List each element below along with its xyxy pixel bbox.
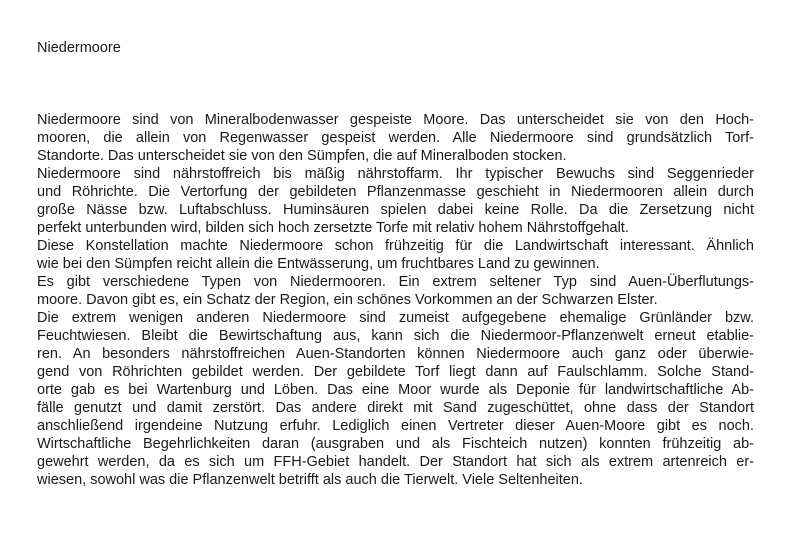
text-line: wie bei den Sümpfen reicht allein die Entwässerung, um fruchtbares Land zu gewinnen.: [37, 256, 600, 272]
text-line: anschließend irgendeine Nutzung erfuhr. Lediglich einen Vertreter dieser Auen-Moore gibt es noch.: [37, 418, 754, 434]
text-line: perfekt unterbunden wird, bilden sich hoch zersetzte Torfe mit relativ hohem Nährstoffgehalt.: [37, 220, 629, 236]
text-line: Feuchtwiesen. Bleibt die Bewirtschaftung aus, kann sich die Niedermoor-Pflanzenwelt erneut etablie-: [37, 328, 754, 344]
text-line: wiesen, sowohl was die Pflanzenwelt betrifft als auch die Tierwelt. Viele Seltenheiten.: [37, 472, 583, 488]
text-line: große Nässe bzw. Luftabschluss. Huminsäuren spielen dabei keine Rolle. Da die Zersetzung nicht: [37, 202, 754, 218]
text-line: Niedermoore sind nährstoffreich bis mäßig nährstoffarm. Ihr typischer Bewuchs sind Seggenrieder: [37, 166, 754, 182]
text-line: Wirtschaftliche Begehrlichkeiten daran (ausgraben und als Fischteich nutzen) konnten frühzeitig ab-: [37, 436, 754, 452]
text-line: Niedermoore sind von Mineralbodenwasser gespeiste Moore. Das unterscheidet sie von den Hoch-: [37, 112, 754, 128]
text-line: Es gibt verschiedene Typen von Niedermooren. Ein extrem seltener Typ sind Auen-Überflutungs-: [37, 274, 754, 290]
document-body: [37, 111, 754, 489]
text-line: moore. Davon gibt es, ein Schatz der Region, ein schönes Vorkommen an der Schwarzen Elster.: [37, 292, 658, 308]
text-line: gewehrt werden, da es sich um FFH-Gebiet handelt. Der Standort hat sich als extrem artenreich er-: [37, 454, 754, 470]
text-line: Die extrem wenigen anderen Niedermoore sind zumeist aufgegebene ehemalige Grünländer bzw.: [37, 310, 754, 326]
text-line: fälle genutzt und damit zerstört. Das andere direkt mit Sand zugeschüttet, ohne dass der Standort: [37, 400, 754, 416]
page-title: Niedermoore: [37, 40, 121, 56]
text-line: und Röhrichte. Die Vertorfung der gebildeten Pflanzenmasse geschieht in Niedermooren allein durch: [37, 184, 754, 200]
text-line: Standorte. Das unterscheidet sie von den Sümpfen, die auf Mineralboden stocken.: [37, 148, 567, 164]
text-line: ren. An besonders nährstoffreichen Auen-Standorten können Niedermoore auch ganz oder überwie-: [37, 346, 754, 362]
text-line: Diese Konstellation machte Niedermoore schon frühzeitig für die Landwirtschaft interessant. Ähnlich: [37, 238, 754, 254]
text-line: mooren, die allein von Regenwasser gespeist werden. Alle Niedermoore sind grundsätzlich Torf-: [37, 130, 754, 146]
text-line: gend von Röhrichten gebildet werden. Der gebildete Torf liegt dann auf Faulschlamm. Solche Stand-: [37, 364, 754, 380]
text-line: orte gab es bei Wartenburg und Löben. Das eine Moor wurde als Deponie für landwirtschaftliche Ab-: [37, 382, 754, 398]
